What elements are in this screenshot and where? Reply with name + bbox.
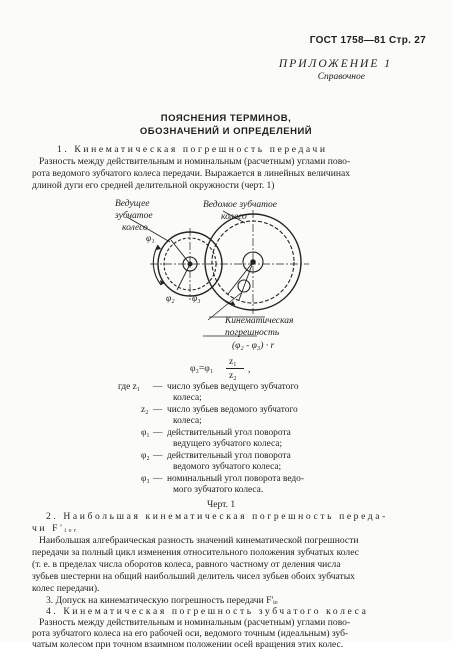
term1-line: Разность между действительным и номинальным (расчетным) углами пово-: [39, 156, 351, 167]
legend-text: число зубьев ведомого зубчатого: [167, 405, 298, 415]
term2-heading: 2. Наибольшая кинематическая погрешность переда-: [46, 511, 388, 522]
term2-line: Наибольшая алгебраическая разность значений кинематической погрешности: [39, 535, 359, 546]
legend-text: число зубьев ведущего зубчатого: [167, 382, 299, 392]
term2-line: передачи за полный цикл изменения относительного положения зубчатых колес: [32, 547, 359, 558]
driven-gear-label: Ведомое зубчатое: [203, 200, 278, 210]
drive-gear-label: Ведущее: [115, 199, 150, 209]
legend-text: колеса;: [173, 393, 202, 403]
formula-numerator: z₁: [229, 356, 237, 367]
legend-dash: —: [153, 428, 163, 438]
legend-text: мого зубчатого колеса.: [173, 485, 264, 495]
term4-line: чатым колесом при точном взаимном положении осей вращения этих колес.: [32, 639, 344, 650]
legend-text: колеса;: [173, 416, 202, 426]
drive-gear-label: колесо: [122, 223, 148, 233]
term4-line: рота зубчатого колеса на его рабочей оси, ведомого точным (идеальным) зуб-: [32, 628, 349, 639]
legend-dash: —: [153, 474, 163, 484]
fraction-bar: [226, 368, 244, 369]
phi1-label: φ₁: [146, 234, 155, 244]
error-label: погрешность: [225, 328, 280, 338]
term2-line: зубьев шестерни на общий наибольший делитель чисел зубьев обоих зубчатых: [32, 571, 355, 582]
term1-line: длиной дуги его средней делительной окружности (черт. 1): [32, 180, 275, 191]
term4-heading: 4. Кинематическая погрешность зубчатого колеса: [46, 606, 369, 617]
legend-symbol: φ₁: [141, 428, 150, 438]
legend-dash: —: [153, 382, 163, 392]
section-title-line1: ПОЯСНЕНИЯ ТЕРМИНОВ,: [160, 113, 292, 124]
formula-denominator: z₂: [229, 370, 237, 381]
term4-line: Разность между действительным и номинальным (расчетным) углами пово-: [39, 617, 351, 628]
legend-symbol: z₂: [141, 405, 149, 415]
standard-header: ГОСТ 1758—81 Стр. 27: [309, 35, 426, 46]
legend-symbol: φ₃: [141, 474, 150, 484]
error-label: Кинематическая: [225, 316, 294, 326]
formula-comma: ,: [248, 364, 251, 375]
legend-text: действительный угол поворота: [167, 451, 291, 461]
legend-text: ведущего зубчатого колеса;: [173, 439, 283, 449]
legend-symbol: где z₁: [118, 382, 141, 392]
legend-dash: —: [153, 451, 163, 461]
appendix-subtitle: Справочное: [317, 72, 365, 82]
legend-text: ведомого зубчатого колеса;: [173, 462, 282, 472]
term3-heading: 3. Допуск на кинематическую погрешность передачи F'ᵢₒ: [46, 595, 278, 606]
phi2-label: φ₂: [166, 294, 175, 304]
term2-heading-cont: чи F'ᵢₒᵣ: [32, 523, 79, 534]
term1-line: рота ведомого зубчатого колеса передачи. Выражается в линейных величинах: [32, 168, 351, 179]
figure-caption: Черт. 1: [207, 499, 236, 510]
legend-text: действительный угол поворота: [167, 428, 291, 438]
error-formula: (φ₂ - φ₃) · r: [232, 341, 275, 351]
term2-line: (т. е. в пределах числа оборотов колеса, равного частному от деления числа: [32, 559, 341, 570]
term1-heading: 1. Кинематическая погрешность передачи: [57, 144, 328, 155]
phi1-arc: [153, 245, 161, 285]
legend-text: номинальный угол поворота ведо-: [167, 474, 304, 484]
driven-gear-label: колесо: [221, 212, 247, 222]
section-title-line2: ОБОЗНАЧЕНИЙ И ОПРЕДЕЛЕНИЙ: [139, 126, 313, 137]
appendix-title: ПРИЛОЖЕНИЕ 1: [278, 58, 392, 70]
formula-lhs: φ₃=φ₁: [190, 363, 214, 374]
legend-symbol: φ₂: [141, 451, 150, 461]
phi3-label: φ₃: [192, 294, 201, 304]
legend-dash: —: [153, 405, 163, 415]
term2-line: колес передачи).: [32, 583, 100, 594]
drive-gear-label: зубчатое: [115, 211, 153, 221]
